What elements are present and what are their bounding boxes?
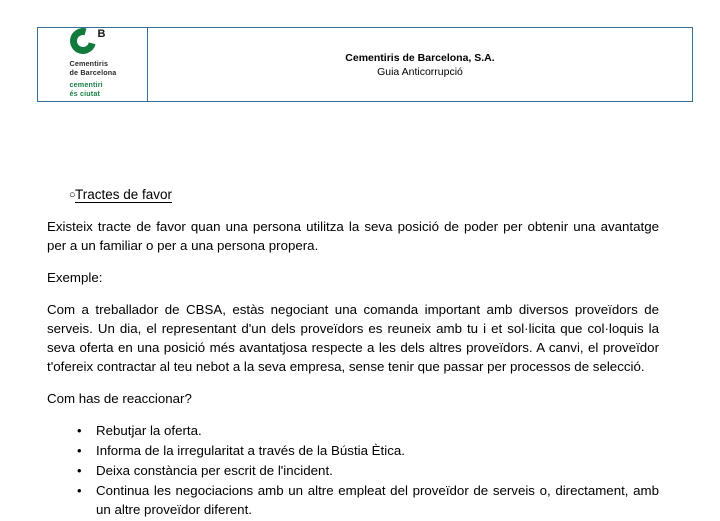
header-row (38, 28, 693, 102)
document-body (47, 186, 659, 520)
logo-b-letter: B (97, 28, 106, 40)
options-list (47, 421, 659, 519)
header-logo-cell (38, 28, 148, 102)
paragraph-definition: Existeix tracte de favor quan una persona utilitza la seva posició de poder per obtenir una avantatge per a un familiar o per a una persona propera. (47, 219, 659, 253)
document-header-table (37, 27, 693, 102)
logo-c-icon (65, 23, 101, 59)
logo-tagline-line-2: és ciutat (69, 89, 101, 98)
logo-tagline-line-1: cementiri (69, 80, 103, 89)
logo-tagline (70, 80, 130, 98)
list-item: • Informa de la irregularitat a través de la Bústia Ètica. (47, 441, 659, 460)
section-bullet-icon: ○ (69, 189, 76, 201)
logo-name-line-1: Cementiris (69, 59, 109, 68)
paragraph-example: Com a treballador de CBSA, estàs negociant una comanda important amb diversos proveïdors de serveis. Un dia, el representant d'un dels proveïdors es reuneix amb tu i et sol·licita que col·loquis la seva oferta en una posició més avantatjosa respecte a les dels altres proveïdors. A canvi, el proveïdor t'ofereix contractar al teu nebot a la seva empresa, sense tenir que passar per processos de selecció. (47, 302, 659, 374)
question-label: Com has de reaccionar? (47, 391, 192, 406)
example-label: Exemple: (47, 270, 103, 285)
logo-mark (70, 28, 130, 56)
list-item: • Continua les negociacions amb un altre empleat del proveïdor de serveis o, directament, amb un altre proveïdor diferent. (47, 481, 659, 519)
list-item: • Rebutjar la oferta. (47, 421, 659, 440)
section-heading-row (47, 186, 659, 204)
list-item: • Deixa constància per escrit de l'incident. (47, 461, 659, 480)
company-logo (56, 28, 130, 98)
logo-name-line-2: de Barcelona (69, 68, 117, 77)
section-heading: Tractes de favor (75, 187, 173, 202)
header-document-title: Guia Anticorrupció (377, 65, 463, 78)
header-title-cell (148, 28, 693, 102)
header-company-name: Cementiris de Barcelona, S.A. (345, 51, 495, 64)
